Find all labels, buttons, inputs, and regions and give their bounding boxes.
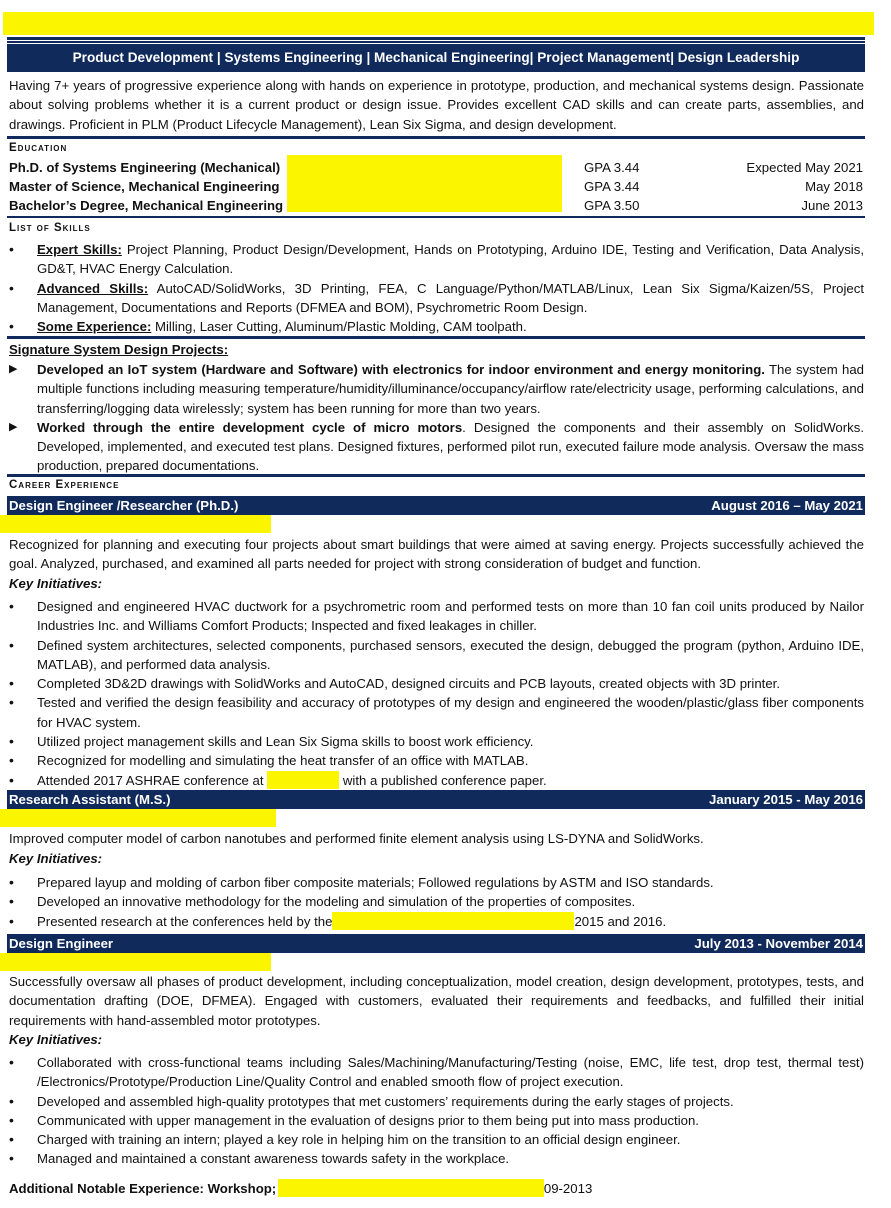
additional-label: Additional Notable Experience: Workshop;	[9, 1181, 277, 1196]
degree: Ph.D. of Systems Engineering (Mechanical)	[9, 160, 281, 175]
additional-experience	[9, 1179, 592, 1197]
bullet-text: Attended 2017 ASHRAE conference at	[37, 772, 268, 788]
list-item	[9, 597, 864, 636]
job-dates: January 2015 - May 2016	[709, 792, 863, 807]
bullet-icon: •	[9, 1092, 14, 1109]
education-title: Education	[9, 142, 68, 154]
bullet-icon: •	[9, 694, 14, 711]
job-bullets	[9, 873, 864, 931]
list-item	[9, 912, 864, 931]
name-redaction	[3, 12, 874, 35]
bullet-text: Collaborated with cross-functional teams including Sales/Machining/Manufacturing/Testing (noise, EMC, life test, drop test, thermal test) /Electronics/Prototype/Production Line/Quality Control and enabled smooth flow of project execution.	[37, 1055, 864, 1090]
bullet-icon: •	[9, 752, 14, 769]
list-item	[9, 1053, 864, 1092]
job-bullets	[9, 597, 864, 790]
list-item	[9, 317, 864, 336]
venue-redaction	[267, 771, 339, 789]
bullet-icon: •	[9, 771, 14, 788]
bullet-text: Charged with training an intern; played a key role in helping him on the transition to an official design engineer.	[37, 1132, 681, 1148]
bullet-text: Developed and assembled high-quality prototypes that met customers’ requirements during the early stages of projects.	[37, 1093, 734, 1109]
bullet-icon: •	[9, 912, 14, 929]
list-item	[9, 732, 864, 751]
job-header	[7, 790, 865, 809]
job-title: Design Engineer /Researcher (Ph.D.)	[9, 498, 239, 513]
bullet-icon: •	[9, 1150, 14, 1167]
additional-date: 09-2013	[543, 1181, 593, 1196]
list-item	[9, 636, 864, 675]
list-item	[9, 1130, 864, 1149]
section-rule	[7, 216, 865, 218]
employer-redaction	[0, 515, 271, 533]
experience-title: Career Experience	[9, 479, 120, 491]
job-bullets	[9, 1053, 864, 1169]
list-item	[9, 1092, 864, 1111]
graduation-date: June 2013	[801, 198, 863, 213]
project-text: The system had multiple functions including measuring temperature/humidity/illuminance/occupancy/airflow rate/electricity usage, performing calculations, and transferring/logging data wirelessly; system has been running for more than two years.	[37, 362, 864, 416]
bullet-icon: •	[9, 1111, 14, 1128]
bullet-text: Defined system architectures, selected components, purchased sensors, executed the design, debugged the program (python, Arduino IDE, MATLAB), and performed data analysis.	[37, 637, 864, 672]
skill-text: Project Planning, Product Design/Development, Hands on Prototyping, Arduino IDE, Testing and Verification, Data Analysis, GD&T, HVAC Energy Calculation.	[37, 242, 864, 277]
bullet-icon: •	[9, 1054, 14, 1070]
workshop-redaction	[278, 1179, 544, 1197]
list-item	[9, 873, 864, 892]
job-header	[7, 934, 865, 953]
section-rule	[7, 474, 865, 477]
key-initiatives-label: Key Initiatives:	[9, 576, 103, 591]
gpa: GPA 3.44	[584, 160, 640, 175]
bullet-text: Designed and engineered HVAC ductwork for a psychrometric room and performed tests on more than 10 fan coil units produced by Nailor Industries Inc. and Williams Comfort Products; Inspected and fixed leakages in chiller.	[37, 599, 864, 634]
bullet-icon: •	[9, 241, 14, 257]
list-item	[9, 674, 864, 693]
job-title: Research Assistant (M.S.)	[9, 792, 171, 807]
skill-text: Milling, Laser Cutting, Aluminum/Plastic Molding, CAM toolpath.	[151, 319, 527, 335]
arrow-icon: ▶	[9, 420, 18, 433]
skill-label: Some Experience:	[37, 319, 152, 335]
projects-list	[9, 360, 864, 476]
job-dates: July 2013 - November 2014	[694, 936, 863, 951]
bullet-icon: •	[9, 733, 14, 750]
bullet-text: Developed an innovative methodology for the modeling and simulation of the properties of composites.	[37, 894, 636, 910]
bullet-text: 2015 and 2016.	[574, 913, 667, 929]
job-summary: Improved computer model of carbon nanotubes and performed finite element analysis using LS-DYNA and SolidWorks.	[9, 831, 704, 846]
project-text: . Designed the components and their assembly on SolidWorks. Developed, implemented, and executed test plans. Designed fixtures, performed pilot run, executed failure mode analysis. Oversaw the mass production, prepared documentations.	[37, 419, 864, 474]
bullet-text: Recognized for modelling and simulating the heat transfer of an office with MATLAB.	[37, 753, 529, 769]
bullet-text: Managed and maintained a constant awareness towards safety in the workplace.	[37, 1151, 510, 1167]
project-heading: Developed an IoT system (Hardware and Software) with electronics for indoor environment and energy monitoring.	[37, 362, 765, 377]
bullet-icon: •	[9, 675, 14, 692]
section-rule	[7, 136, 865, 139]
bullet-text: Completed 3D&2D drawings with SolidWorks and AutoCAD, designed circuits and PCB layouts, created objects with 3D printer.	[37, 676, 781, 692]
skill-label: Expert Skills:	[37, 242, 122, 257]
list-item	[9, 360, 864, 418]
skills-list	[9, 240, 864, 336]
graduation-date: May 2018	[805, 179, 863, 194]
gpa: GPA 3.50	[584, 198, 640, 213]
bullet-text: with a published conference paper.	[339, 772, 547, 788]
bullet-text: Tested and verified the design feasibility and accuracy of prototypes of my design and engineered the wooden/plastic/glass fiber components for HVAC system.	[37, 695, 864, 730]
tagline-banner: Product Development | Systems Engineering | Mechanical Engineering| Project Management| Design Leadership	[7, 40, 865, 72]
list-item	[9, 693, 864, 732]
job-dates: August 2016 – May 2021	[711, 498, 863, 513]
job-summary: Successfully oversaw all phases of product development, including conceptualization, model creation, design development, prototypes, tests, and documentation drafting (DOE, DFMEA). Engaged with customers, evaluated their requirements and feedbacks, and fulfilled their initial requirements with hand-assembled motor prototypes.	[9, 974, 864, 1028]
key-initiatives-label: Key Initiatives:	[9, 851, 103, 866]
gpa: GPA 3.44	[584, 179, 640, 194]
list-item	[9, 751, 864, 770]
projects-title: Signature System Design Projects:	[9, 342, 229, 357]
degree: Master of Science, Mechanical Engineering	[9, 179, 280, 194]
university-redaction	[287, 155, 562, 212]
list-item	[9, 240, 864, 279]
bullet-text: Utilized project management skills and Lean Six Sigma skills to boost work efficiency.	[37, 734, 534, 750]
list-item	[9, 418, 864, 476]
skills-title: List of Skills	[9, 222, 91, 234]
list-item	[9, 1111, 864, 1130]
list-item	[9, 279, 864, 318]
bullet-icon: •	[9, 893, 14, 910]
graduation-date: Expected May 2021	[746, 160, 863, 175]
skill-text: AutoCAD/SolidWorks, 3D Printing, FEA, C Language/Python/MATLAB/Linux, Lean Six Sigma/Kaizen/5S, Project Management, Documentations and Reports (DFMEA and BOM), Psychrometric Room Design.	[37, 280, 864, 315]
bullet-icon: •	[9, 636, 14, 653]
employer-redaction	[0, 953, 271, 971]
list-item	[9, 771, 864, 790]
bullet-icon: •	[9, 318, 14, 335]
bullet-icon: •	[9, 1131, 14, 1148]
job-summary: Recognized for planning and executing four projects about smart buildings that were aimed at saving energy. Projects successfully achieved the goal. Analyzed, purchased, and examined all parts needed for project with strong consideration of budget and function.	[9, 537, 864, 572]
key-initiatives-label: Key Initiatives:	[9, 1032, 103, 1047]
job-title: Design Engineer	[9, 936, 114, 951]
organization-redaction	[332, 912, 574, 930]
bullet-text: Presented research at the conferences held by the	[37, 913, 333, 929]
bullet-icon: •	[9, 874, 14, 890]
list-item	[9, 1149, 864, 1168]
project-heading: Worked through the entire development cycle of micro motors	[37, 419, 463, 435]
bullet-icon: •	[9, 279, 14, 296]
bullet-text: Prepared layup and molding of carbon fiber composite materials; Followed regulations by ASTM and ISO standards.	[37, 875, 714, 890]
arrow-icon: ▶	[9, 363, 18, 375]
employer-redaction	[0, 809, 276, 827]
bullet-text: Communicated with upper management in the evaluation of designs prior to them being put into mass production.	[37, 1112, 699, 1128]
skill-label: Advanced Skills:	[37, 280, 149, 296]
list-item	[9, 892, 864, 911]
degree: Bachelor’s Degree, Mechanical Engineering	[9, 198, 284, 213]
job-header	[7, 496, 865, 515]
section-rule	[7, 336, 865, 339]
summary: Having 7+ years of progressive experience along with hands on experience in prototype, production, and mechanical systems design. Passionate about solving problems whether it is a current product or design issue. Provides excellent CAD skills and can create parts, assemblies, and drawings. Proficient in PLM (Product Lifecycle Management), Lean Six Sigma, and design development.	[9, 78, 864, 132]
bullet-icon: •	[9, 598, 14, 614]
